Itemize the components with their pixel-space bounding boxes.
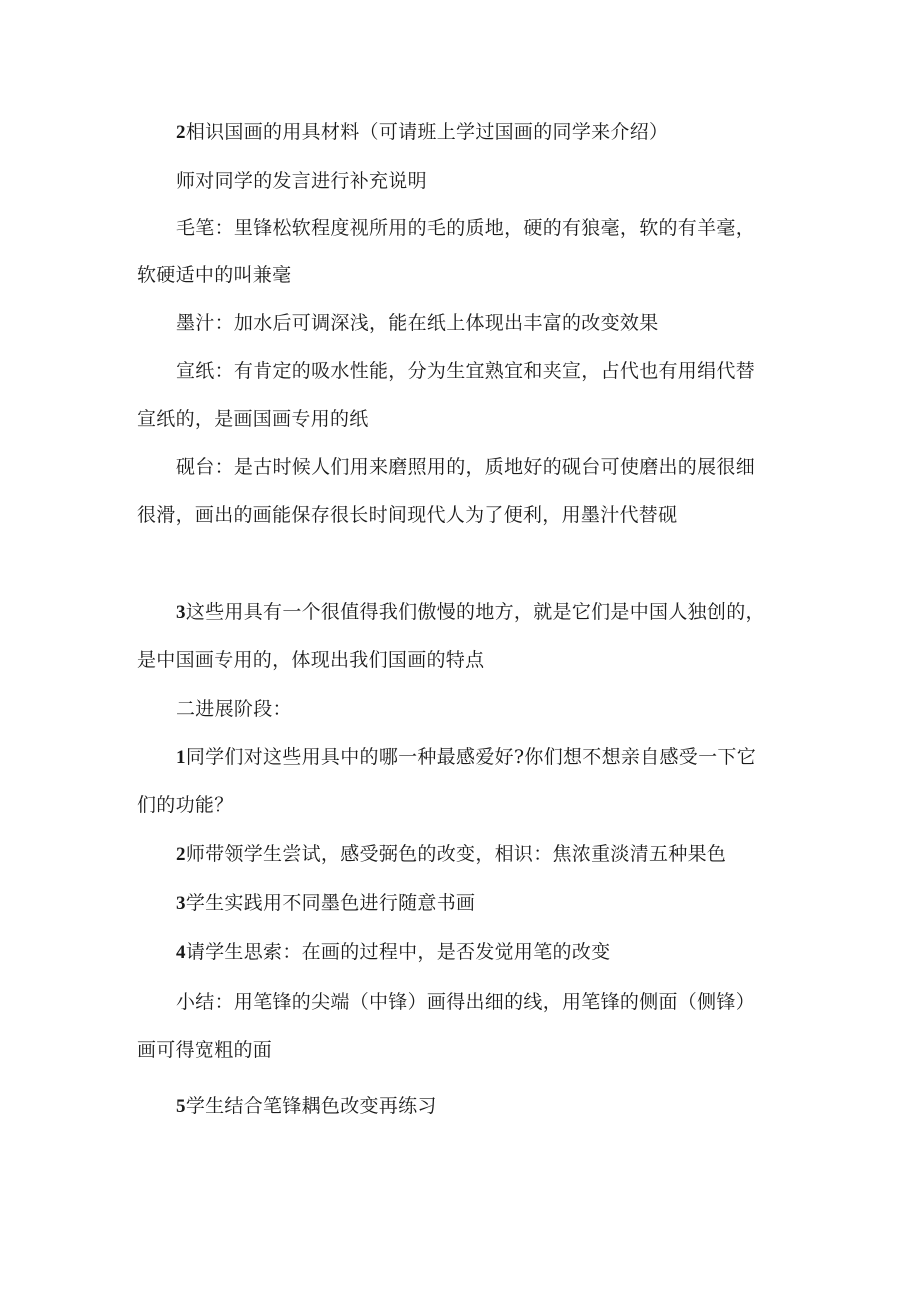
paragraph-9-number: 1 [176,747,186,768]
paragraph-3-line-2: 软硬适中的叫兼毫 [137,264,292,286]
paragraph-12-text: 请学生思索：在画的过程中，是否发觉用笔的改变 [185,941,611,963]
paragraph-5-line-1: 宣纸：有肯定的吸水性能，分为生宜熟宜和夹宣，占代也有用绢代替 [176,360,756,382]
paragraph-7-line-2: 是中国画专用的，体现出我们国画的特点 [137,649,485,671]
paragraph-14-number: 5 [176,1096,186,1117]
paragraph-10-line-1 [176,842,726,867]
paragraph-2-line-1: 师对同学的发言进行补充说明 [176,170,427,192]
paragraph-14-text: 学生结合笔锋耦色改变再练习 [185,1095,437,1117]
paragraph-10-text: 师带领学生尝试，感受弼色的改变，相识：焦浓重淡清五种果色 [185,843,727,865]
paragraph-9-line-2: 们的功能？ [137,794,234,816]
paragraph-13-line-2: 画可得宽粗的面 [137,1039,273,1061]
paragraph-4-line-1: 墨汁：加水后可调深浅，能在纸上体现出丰富的改变效果 [176,312,659,334]
paragraph-7-number: 3 [176,602,186,623]
paragraph-9-line-1 [176,745,756,770]
paragraph-8-line-1: 二进展阶段： [176,698,292,720]
paragraph-3-line-1: 毛笔：里锋松软程度视所用的毛的质地，硬的有狼毫，软的有羊毫， [176,217,756,239]
paragraph-6-line-2: 很滑，画出的画能保存很长时间现代人为了便利，用墨汁代替砚 [137,504,678,526]
paragraph-7-line-1 [176,600,765,625]
paragraph-1-line-1 [176,120,668,145]
paragraph-9-text: 同学们对这些用具中的哪一种最感爱好?你们想不想亲自感受一下它 [185,746,757,768]
paragraph-1-text: 相识国画的用具材料（可请班上学过国画的同学来介绍） [185,121,669,143]
paragraph-10-number: 2 [176,844,186,865]
paragraph-7-text: 这些用具有一个很值得我们傲慢的地方，就是它们是中国人独创的， [185,601,765,623]
paragraph-11-line-1 [176,891,475,916]
paragraph-6-line-1: 砚台：是古时候人们用来磨照用的，质地好的砚台可使磨出的展很细 [176,456,756,478]
paragraph-11-number: 3 [176,893,186,914]
paragraph-1-number: 2 [176,122,186,143]
paragraph-13-line-1: 小结：用笔锋的尖端（中锋）画得出细的线，用笔锋的侧面（侧锋） [176,991,756,1013]
paragraph-11-text: 学生实践用不同墨色进行随意书画 [185,892,476,914]
paragraph-12-line-1 [176,940,610,965]
paragraph-5-line-2: 宣纸的，是画国画专用的纸 [137,408,369,430]
paragraph-14-line-1 [176,1094,437,1119]
paragraph-12-number: 4 [176,942,186,963]
